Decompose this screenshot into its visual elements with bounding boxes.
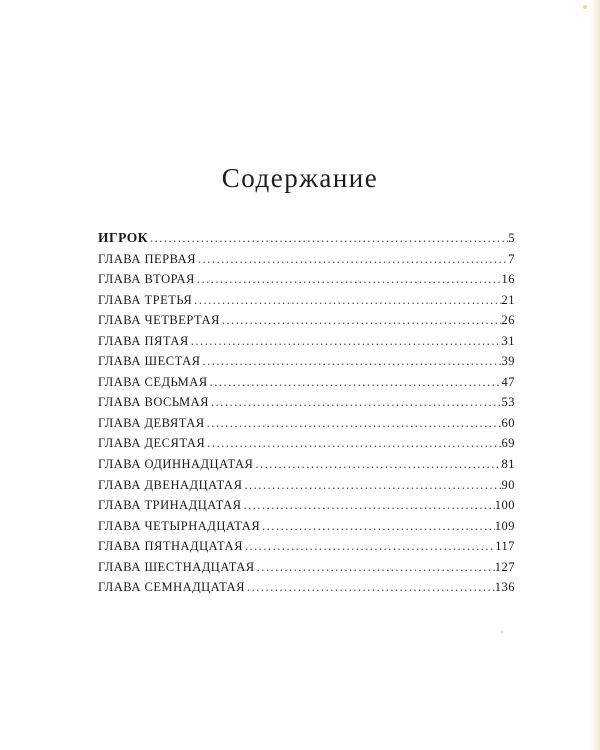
toc-entry [98, 392, 515, 413]
toc-entry [98, 516, 515, 537]
toc-entry-label: ГЛАВА ЧЕТЫРНАДЦАТАЯ [98, 518, 261, 533]
toc-entry [98, 433, 515, 454]
toc-entry-label: ГЛАВА ТРИНАДЦАТАЯ [98, 498, 242, 513]
toc-entry-label: ГЛАВА ДВЕНАДЦАТАЯ [98, 477, 243, 492]
toc-entry-label: ГЛАВА СЕДЬМАЯ [98, 374, 208, 389]
dot-leader [189, 331, 502, 352]
toc-entry-label: ГЛАВА ПЯТАЯ [98, 333, 189, 348]
toc-entry-page: 47 [501, 374, 515, 389]
toc-entry-label: ГЛАВА ТРЕТЬЯ [98, 292, 193, 307]
toc-entry [98, 269, 515, 290]
toc-entry-page: 21 [501, 292, 515, 307]
dot-leader [255, 557, 495, 578]
toc-entry [98, 557, 515, 578]
dot-leader [208, 372, 502, 393]
toc-entry-page: 26 [501, 313, 515, 328]
dot-leader [205, 413, 502, 434]
dot-leader [220, 310, 502, 331]
toc-entry-label: ГЛАВА ШЕСТНАДЦАТАЯ [98, 559, 255, 574]
toc-entry-label: ГЛАВА СЕМНАДЦАТАЯ [98, 580, 245, 595]
dot-leader [209, 392, 501, 413]
toc-entry [98, 475, 515, 496]
toc-entry-page: 136 [494, 580, 515, 595]
toc-entry-page: 69 [501, 436, 515, 451]
toc-entry-label: ГЛАВА ВТОРАЯ [98, 272, 195, 287]
toc-entry-page: 90 [501, 477, 515, 492]
toc-entry-page: 127 [494, 559, 515, 574]
toc-entry-page: 7 [508, 251, 515, 266]
toc-entry-label: ИГРОК [98, 230, 149, 245]
page-title: Содержание [221, 163, 379, 193]
paper-speck [501, 631, 503, 633]
toc-entry [98, 310, 515, 331]
toc-entry [98, 228, 515, 249]
toc-entry-label: ГЛАВА ОДИННАДЦАТАЯ [98, 457, 254, 472]
toc-entry-page: 31 [501, 333, 515, 348]
toc-entry-label: ГЛАВА ЧЕТВЕРТАЯ [98, 313, 220, 328]
dot-leader [260, 516, 495, 537]
toc-entry [98, 249, 515, 270]
toc-entry-label: ГЛАВА ДЕСЯТАЯ [98, 436, 206, 451]
toc-entry-page: 53 [501, 395, 515, 410]
toc-entry [98, 577, 515, 598]
dot-leader [195, 269, 502, 290]
toc-entry-label: ГЛАВА ПЕРВАЯ [98, 251, 197, 266]
toc-entry [98, 536, 515, 557]
dot-leader [205, 433, 501, 454]
toc-entry [98, 413, 515, 434]
toc-entry [98, 495, 515, 516]
toc-entry-page: 117 [495, 539, 515, 554]
paper-speck [583, 5, 587, 9]
dot-leader [245, 577, 495, 598]
dot-leader [243, 536, 495, 557]
toc-entry-page: 100 [494, 498, 515, 513]
toc-entry-page: 81 [501, 457, 515, 472]
toc-entry [98, 351, 515, 372]
page-edge-shading [590, 0, 600, 750]
dot-leader [192, 290, 501, 311]
toc-entry-page: 39 [501, 354, 515, 369]
dot-leader [242, 475, 501, 496]
dot-leader [196, 249, 508, 270]
toc-entry-page: 16 [501, 272, 515, 287]
toc-entry-page: 5 [508, 231, 515, 245]
toc-entry-label: ГЛАВА ШЕСТАЯ [98, 354, 201, 369]
toc-entry [98, 331, 515, 352]
dot-leader [200, 351, 501, 372]
toc-entry-label: ГЛАВА ПЯТНАДЦАТАЯ [98, 539, 243, 554]
toc-entry [98, 454, 515, 475]
toc-entry-label: ГЛАВА ВОСЬМАЯ [98, 395, 210, 410]
toc-entry-page: 109 [494, 518, 515, 533]
dot-leader [253, 454, 501, 475]
toc-entry-page: 60 [501, 415, 515, 430]
toc-entry-label: ГЛАВА ДЕВЯТАЯ [98, 415, 205, 430]
dot-leader [148, 228, 508, 249]
table-of-contents [98, 228, 515, 598]
dot-leader [242, 495, 495, 516]
toc-entry [98, 372, 515, 393]
toc-entry [98, 290, 515, 311]
